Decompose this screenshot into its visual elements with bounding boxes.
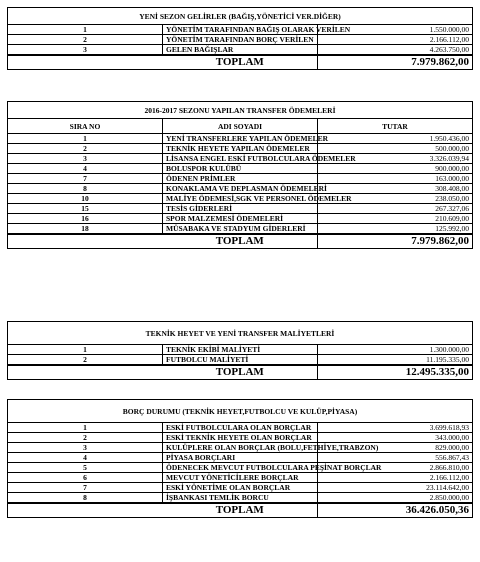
total-value: 7.979.862,00 bbox=[318, 55, 473, 70]
row-number: 8 bbox=[8, 184, 163, 194]
row-number: 5 bbox=[8, 463, 163, 473]
row-number: 4 bbox=[8, 164, 163, 174]
table-row bbox=[8, 493, 473, 504]
teknik-table bbox=[7, 321, 473, 380]
table-row bbox=[8, 214, 473, 224]
row-amount: 2.166.112,00 bbox=[318, 473, 473, 483]
teknik-rows bbox=[8, 345, 473, 366]
row-name: MEVCUT YÖNETİCİLERE BORÇLAR bbox=[163, 473, 318, 483]
table-row bbox=[8, 164, 473, 174]
row-name: ESKİ YÖNETİME OLAN BORÇLAR bbox=[163, 483, 318, 493]
row-amount: 900.000,00 bbox=[318, 164, 473, 174]
row-amount: 210.609,00 bbox=[318, 214, 473, 224]
transfer-total-row bbox=[8, 234, 473, 249]
row-number: 2 bbox=[8, 355, 163, 366]
row-name: SPOR MALZEMESİ ÖDEMELERİ bbox=[163, 214, 318, 224]
table-row bbox=[8, 473, 473, 483]
table-row bbox=[8, 194, 473, 204]
yeni-sezon-total-row bbox=[8, 55, 473, 70]
row-amount: 829.000,00 bbox=[318, 443, 473, 453]
row-name: ÖDENECEK MEVCUT FUTBOLCULARA PEŞİNAT BORÇLAR bbox=[163, 463, 318, 473]
row-name: TEKNİK EKİBİ MALİYETİ bbox=[163, 345, 318, 355]
row-amount: 2.866.810,00 bbox=[318, 463, 473, 473]
row-number: 1 bbox=[8, 134, 163, 144]
table-row bbox=[8, 184, 473, 194]
borc-rows bbox=[8, 423, 473, 504]
row-number: 16 bbox=[8, 214, 163, 224]
row-name: KONAKLAMA VE DEPLASMAN ÖDEMELERİ bbox=[163, 184, 318, 194]
row-name: LİSANSA ENGEL ESKİ FUTBOLCULARA ÖDEMELER bbox=[163, 154, 318, 164]
table-row bbox=[8, 174, 473, 184]
row-number: 1 bbox=[8, 25, 163, 35]
row-amount: 500.000,00 bbox=[318, 144, 473, 154]
transfer-title: 2016-2017 SEZONU YAPILAN TRANSFER ÖDEMELERİ bbox=[8, 102, 473, 119]
row-amount: 267.327,06 bbox=[318, 204, 473, 214]
teknik-title: TEKNİK HEYET VE YENİ TRANSFER MALİYETLERİ bbox=[8, 322, 473, 345]
row-name: YÖNETİM TARAFINDAN BAĞIŞ OLARAK VERİLEN bbox=[163, 25, 318, 35]
row-name: BOLUSPOR KULÜBÜ bbox=[163, 164, 318, 174]
header-sira-no: SIRA NO bbox=[8, 119, 163, 134]
table-row bbox=[8, 463, 473, 473]
total-label: TOPLAM bbox=[163, 365, 318, 380]
row-amount: 1.550.000,00 bbox=[318, 25, 473, 35]
yeni-sezon-title: YENİ SEZON GELİRLER (BAĞIŞ,YÖNETİCİ VER.DİĞER) bbox=[8, 8, 473, 25]
row-name: TESİS GİDERLERİ bbox=[163, 204, 318, 214]
row-amount: 556.867,43 bbox=[318, 453, 473, 463]
table-row bbox=[8, 35, 473, 45]
row-number: 1 bbox=[8, 423, 163, 433]
row-amount: 125.992,00 bbox=[318, 224, 473, 235]
row-name: İŞBANKASI TEMLİK BORCU bbox=[163, 493, 318, 504]
row-number: 3 bbox=[8, 154, 163, 164]
table-row bbox=[8, 483, 473, 493]
table-row bbox=[8, 443, 473, 453]
row-amount: 308.408,00 bbox=[318, 184, 473, 194]
table-row bbox=[8, 25, 473, 35]
table-row bbox=[8, 204, 473, 214]
row-amount: 2.166.112,00 bbox=[318, 35, 473, 45]
table-row bbox=[8, 345, 473, 355]
row-amount: 23.114.642,00 bbox=[318, 483, 473, 493]
table-row bbox=[8, 224, 473, 235]
row-name: MALİYE ÖDEMESİ,SGK VE PERSONEL ÖDEMELER bbox=[163, 194, 318, 204]
row-amount: 3.699.618,93 bbox=[318, 423, 473, 433]
transfer-rows bbox=[8, 134, 473, 235]
borc-title: BORÇ DURUMU (TEKNİK HEYET,FUTBOLCU VE KULÜP,PİYASA) bbox=[8, 400, 473, 423]
header-tutar: TUTAR bbox=[318, 119, 473, 134]
row-number: 10 bbox=[8, 194, 163, 204]
table-row bbox=[8, 144, 473, 154]
row-number: 2 bbox=[8, 144, 163, 154]
row-number: 2 bbox=[8, 35, 163, 45]
total-label: TOPLAM bbox=[163, 55, 318, 70]
row-name: PİYASA BORÇLARI bbox=[163, 453, 318, 463]
row-number: 2 bbox=[8, 433, 163, 443]
row-number: 3 bbox=[8, 45, 163, 56]
row-name: TEKNİK HEYETE YAPILAN ÖDEMELER bbox=[163, 144, 318, 154]
table-row bbox=[8, 45, 473, 56]
row-name: ESKİ TEKNİK HEYETE OLAN BORÇLAR bbox=[163, 433, 318, 443]
table-row bbox=[8, 355, 473, 366]
row-name: YENİ TRANSFERLERE YAPILAN ÖDEMELER bbox=[163, 134, 318, 144]
row-amount: 1.950.436,00 bbox=[318, 134, 473, 144]
row-number: 6 bbox=[8, 473, 163, 483]
yeni-sezon-rows bbox=[8, 25, 473, 56]
transfer-table bbox=[7, 101, 473, 249]
row-amount: 163.000,00 bbox=[318, 174, 473, 184]
row-name: YÖNETİM TARAFINDAN BORÇ VERİLEN bbox=[163, 35, 318, 45]
row-amount: 3.326.039,94 bbox=[318, 154, 473, 164]
table-row bbox=[8, 453, 473, 463]
borc-table bbox=[7, 399, 473, 518]
row-number: 7 bbox=[8, 483, 163, 493]
row-amount: 4.263.750,00 bbox=[318, 45, 473, 56]
table-row bbox=[8, 134, 473, 144]
row-name: ESKİ FUTBOLCULARA OLAN BORÇLAR bbox=[163, 423, 318, 433]
table-row bbox=[8, 154, 473, 164]
row-name: ÖDENEN PRİMLER bbox=[163, 174, 318, 184]
row-amount: 1.300.000,00 bbox=[318, 345, 473, 355]
row-amount: 343.000,00 bbox=[318, 433, 473, 443]
total-value: 36.426.050,36 bbox=[318, 503, 473, 518]
row-name: FUTBOLCU MALİYETİ bbox=[163, 355, 318, 366]
row-number: 1 bbox=[8, 345, 163, 355]
row-number: 15 bbox=[8, 204, 163, 214]
row-number: 18 bbox=[8, 224, 163, 235]
row-amount: 2.850.000,00 bbox=[318, 493, 473, 504]
row-name: GELEN BAĞIŞLAR bbox=[163, 45, 318, 56]
row-amount: 238.050,00 bbox=[318, 194, 473, 204]
row-name: KULÜPLERE OLAN BORÇLAR (BOLU,FETHİYE,TRABZON) bbox=[163, 443, 318, 453]
row-number: 4 bbox=[8, 453, 163, 463]
row-number: 3 bbox=[8, 443, 163, 453]
table-row bbox=[8, 423, 473, 433]
row-amount: 11.195.335,00 bbox=[318, 355, 473, 366]
total-value: 12.495.335,00 bbox=[318, 365, 473, 380]
header-adi-soyadi: ADI SOYADI bbox=[163, 119, 318, 134]
yeni-sezon-table bbox=[7, 7, 473, 70]
total-value: 7.979.862,00 bbox=[318, 234, 473, 249]
teknik-total-row bbox=[8, 365, 473, 380]
row-number: 7 bbox=[8, 174, 163, 184]
total-label: TOPLAM bbox=[163, 234, 318, 249]
table-row bbox=[8, 433, 473, 443]
row-number: 8 bbox=[8, 493, 163, 504]
row-name: MÜSABAKA VE STADYUM GİDERLERİ bbox=[163, 224, 318, 235]
borc-total-row bbox=[8, 503, 473, 518]
total-label: TOPLAM bbox=[163, 503, 318, 518]
